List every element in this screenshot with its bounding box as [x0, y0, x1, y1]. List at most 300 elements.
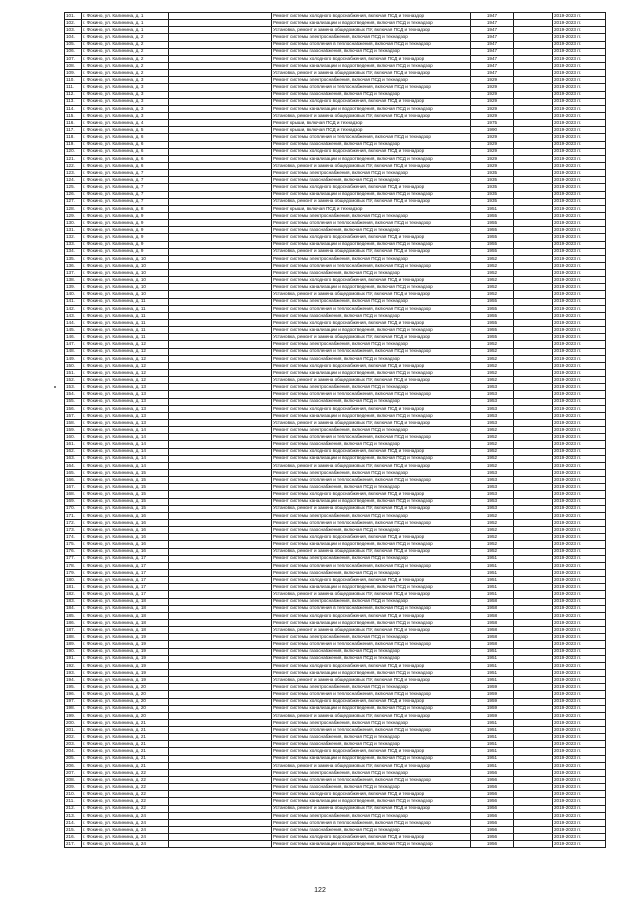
row-empty-cell — [169, 312, 272, 319]
row-number: 169. — [65, 498, 82, 505]
row-empty-cell — [514, 719, 553, 726]
row-work-type: Ремонт системы холодного водоснабжения, включая ПСД и техназдор — [272, 13, 471, 20]
row-number: 134. — [65, 248, 82, 255]
row-number: 197. — [65, 698, 82, 705]
row-period: 2019-2023 гг. — [553, 548, 606, 555]
row-work-type: Ремонт системы отопления и теплоснабжения, включая ПСД и технадзор — [272, 777, 471, 784]
row-work-type: Ремонт системы электроснабжения, включая ПСД и технадзор — [272, 427, 471, 434]
row-period: 2019-2023 гг. — [553, 155, 606, 162]
row-empty-cell — [169, 455, 272, 462]
row-empty-cell — [514, 577, 553, 584]
row-empty-cell — [169, 41, 272, 48]
row-period: 2019-2023 гг. — [553, 519, 606, 526]
row-build-year: 1956 — [471, 812, 514, 819]
row-empty-cell — [169, 334, 272, 341]
row-empty-cell — [514, 41, 553, 48]
row-period: 2019-2023 гг. — [553, 248, 606, 255]
row-address: г. Фокино, ул. Калинина, д. 22 — [82, 791, 169, 798]
row-period: 2019-2023 гг. — [553, 70, 606, 77]
row-empty-cell — [169, 13, 272, 20]
row-address: г. Фокино, ул. Калинина, д. 13 — [82, 391, 169, 398]
row-address: г. Фокино, ул. Калинина, д. 21 — [82, 727, 169, 734]
row-period: 2019-2023 гг. — [553, 612, 606, 619]
row-build-year: 1953 — [471, 398, 514, 405]
row-build-year: 1929 — [471, 98, 514, 105]
row-work-type: Ремонт системы канализации и водоотведения, включая ПСД и технадзор — [272, 669, 471, 676]
row-address: г. Фокино, ул. Калинина, д. 19 — [82, 634, 169, 641]
table-row — [65, 819, 606, 826]
table-row — [65, 270, 606, 277]
row-address: г. Фокино, ул. Калинина, д. 17 — [82, 591, 169, 598]
row-empty-cell — [169, 427, 272, 434]
row-build-year: 1952 — [471, 277, 514, 284]
row-period: 2019-2023 гг. — [553, 484, 606, 491]
row-empty-cell — [514, 691, 553, 698]
row-work-type: Ремонт системы канализации и водоотведения, включая ПСД и технадзор — [272, 62, 471, 69]
row-address: г. Фокино, ул. Калинина, д. 14 — [82, 455, 169, 462]
row-build-year: 1975 — [471, 120, 514, 127]
row-work-type: Ремонт системы электроснабжения, включая ПСД и технадзор — [272, 684, 471, 691]
row-build-year: 1952 — [471, 341, 514, 348]
row-empty-cell — [514, 127, 553, 134]
table-row — [65, 370, 606, 377]
row-address: г. Фокино, ул. Калинина, д. 11 — [82, 334, 169, 341]
row-period: 2019-2023 гг. — [553, 334, 606, 341]
row-work-type: Установка, ремонт и замена общедомовых ПУ, включая ПСД и технадзор — [272, 627, 471, 634]
row-work-type: Ремонт системы отопления и теплоснабжения, включая ПСД и технадзор — [272, 305, 471, 312]
row-work-type: Ремонт системы канализации и водоотведения, включая ПСД и технадзор — [272, 541, 471, 548]
row-work-type: Ремонт системы холодного водоснабжения, включая ПСД и технадзор — [272, 405, 471, 412]
row-address: г. Фокино, ул. Калинина, д. 2 — [82, 55, 169, 62]
row-empty-cell — [514, 777, 553, 784]
table-row — [65, 619, 606, 626]
row-empty-cell — [514, 148, 553, 155]
row-address: г. Фокино, ул. Калинина, д. 22 — [82, 805, 169, 812]
row-work-type: Ремонт системы электроснабжения, включая ПСД и технадзор — [272, 769, 471, 776]
row-empty-cell — [169, 155, 272, 162]
row-number: 209. — [65, 784, 82, 791]
row-number: 124. — [65, 177, 82, 184]
row-empty-cell — [169, 584, 272, 591]
row-number: 106. — [65, 48, 82, 55]
row-build-year: 1952 — [471, 355, 514, 362]
row-empty-cell — [514, 655, 553, 662]
table-row — [65, 519, 606, 526]
row-build-year: 1955 — [471, 227, 514, 234]
row-period: 2019-2023 гг. — [553, 120, 606, 127]
table-row — [65, 241, 606, 248]
table-row — [65, 470, 606, 477]
table-row — [65, 34, 606, 41]
table-row — [65, 598, 606, 605]
row-period: 2019-2023 гг. — [553, 641, 606, 648]
row-empty-cell — [169, 727, 272, 734]
row-address: г. Фокино, ул. Калинина, д. 17 — [82, 555, 169, 562]
table-row — [65, 548, 606, 555]
row-address: г. Фокино, ул. Калинина, д. 6 — [82, 148, 169, 155]
table-row — [65, 248, 606, 255]
row-build-year: 1951 — [471, 719, 514, 726]
table-row — [65, 112, 606, 119]
row-number: 166. — [65, 477, 82, 484]
row-build-year: 1953 — [471, 391, 514, 398]
row-empty-cell — [169, 34, 272, 41]
row-empty-cell — [169, 605, 272, 612]
row-empty-cell — [514, 762, 553, 769]
row-number: 132. — [65, 234, 82, 241]
table-row — [65, 741, 606, 748]
table-row — [65, 184, 606, 191]
row-address: г. Фокино, ул. Калинина, д. 13 — [82, 384, 169, 391]
row-empty-cell — [514, 405, 553, 412]
table-row — [65, 762, 606, 769]
row-build-year: 1956 — [471, 841, 514, 848]
row-number: 126. — [65, 191, 82, 198]
row-period: 2019-2023 гг. — [553, 377, 606, 384]
row-number: 119. — [65, 141, 82, 148]
row-period: 2019-2023 гг. — [553, 170, 606, 177]
row-empty-cell — [169, 748, 272, 755]
table-row — [65, 455, 606, 462]
row-work-type: Ремонт системы холодного водоснабжения, включая ПСД и технадзор — [272, 662, 471, 669]
row-work-type: Ремонт системы отопления в теплоснабжения, включая ПСД и технадзор — [272, 819, 471, 826]
row-period: 2019-2023 гг. — [553, 491, 606, 498]
row-address: г. Фокино, ул. Калинина, д. 13 — [82, 412, 169, 419]
row-number: 105. — [65, 41, 82, 48]
row-empty-cell — [514, 241, 553, 248]
table-row — [65, 784, 606, 791]
table-row — [65, 648, 606, 655]
table-row — [65, 534, 606, 541]
row-empty-cell — [514, 591, 553, 598]
row-period: 2019-2023 гг. — [553, 348, 606, 355]
table-row — [65, 412, 606, 419]
row-period: 2019-2023 гг. — [553, 619, 606, 626]
row-work-type: Ремонт системы канализации и водоотведения, включая ПСД и технадзор — [272, 327, 471, 334]
row-period: 2019-2023 гг. — [553, 498, 606, 505]
row-number: 182. — [65, 591, 82, 598]
row-period: 2019-2023 гг. — [553, 591, 606, 598]
table-row — [65, 41, 606, 48]
row-empty-cell — [514, 784, 553, 791]
row-empty-cell — [169, 577, 272, 584]
table-row — [65, 384, 606, 391]
row-address: г. Фокино, ул. Калинина, д. 19 — [82, 655, 169, 662]
row-number: 146. — [65, 334, 82, 341]
row-number: 211. — [65, 798, 82, 805]
row-address: г. Фокино, ул. Калинина, д. 14 — [82, 427, 169, 434]
row-empty-cell — [514, 734, 553, 741]
row-work-type: Ремонт системы электроснабжения, включая ПСД и технадзор — [272, 555, 471, 562]
row-empty-cell — [169, 327, 272, 334]
row-build-year: 1955 — [471, 320, 514, 327]
row-work-type: Ремонт системы отопления в теплоснабжения, включая ПСД и технадзор — [272, 605, 471, 612]
row-build-year: 1959 — [471, 698, 514, 705]
row-build-year: 1955 — [471, 312, 514, 319]
row-work-type: Ремонт системы газоснабжения, включая ПСД и технадзор — [272, 741, 471, 748]
row-empty-cell — [514, 62, 553, 69]
table-row — [65, 605, 606, 612]
row-number: 115. — [65, 112, 82, 119]
table-row — [65, 662, 606, 669]
row-build-year: 1953 — [471, 505, 514, 512]
row-build-year: 1956 — [471, 834, 514, 841]
row-work-type: Ремонт системы холодного водоснабжения, включая ПСД и технадзор — [272, 612, 471, 619]
row-empty-cell — [514, 284, 553, 291]
row-work-type: Ремонт системы электроснабжения, включая ПСД и технадзор — [272, 34, 471, 41]
row-empty-cell — [169, 48, 272, 55]
row-address: г. Фокино, ул. Калинина, д. 9 — [82, 212, 169, 219]
row-work-type: Ремонт системы газоснабжения, включая ПСД и технадзор — [272, 398, 471, 405]
row-address: г. Фокино, ул. Калинина, д. 15 — [82, 491, 169, 498]
row-build-year: 1951 — [471, 569, 514, 576]
row-address: г. Фокино, ул. Калинина, д. 3 — [82, 84, 169, 91]
row-number: 161. — [65, 441, 82, 448]
row-work-type: Ремонт системы электроснабжения, включая ПСД и технадзор — [272, 598, 471, 605]
row-address: г. Фокино, ул. Калинина, д. 7 — [82, 184, 169, 191]
row-empty-cell — [169, 648, 272, 655]
row-work-type: Ремонт системы холодного водоснабжения, включая ПСД и технадзор — [272, 834, 471, 841]
row-work-type: Ремонт системы отопления и теплоснабжения, включая ПСД и технадзор — [272, 434, 471, 441]
row-empty-cell — [169, 634, 272, 641]
table-row — [65, 684, 606, 691]
row-empty-cell — [514, 370, 553, 377]
row-period: 2019-2023 гг. — [553, 527, 606, 534]
row-empty-cell — [169, 77, 272, 84]
row-build-year: 1929 — [471, 112, 514, 119]
row-build-year: 1947 — [471, 48, 514, 55]
table-row — [65, 291, 606, 298]
table-row — [65, 305, 606, 312]
row-number: 183. — [65, 598, 82, 605]
table-row — [65, 698, 606, 705]
table-row — [65, 677, 606, 684]
row-address: г. Фокино, ул. Калинина, д. 11 — [82, 327, 169, 334]
table-row — [65, 312, 606, 319]
row-empty-cell — [169, 562, 272, 569]
row-empty-cell — [514, 705, 553, 712]
row-work-type: Ремонт системы газоснабжения, включая ПСД и технадзор — [272, 484, 471, 491]
row-build-year: 1951 — [471, 669, 514, 676]
row-build-year: 1947 — [471, 62, 514, 69]
row-number: 184. — [65, 605, 82, 612]
row-address: г. Фокино, ул. Калинина, д. 2 — [82, 34, 169, 41]
row-address: г. Фокино, ул. Калинина, д. 15 — [82, 477, 169, 484]
row-build-year: 1958 — [471, 605, 514, 612]
row-empty-cell — [169, 184, 272, 191]
row-work-type: Ремонт системы холодного водоснабжения, включая ПСД и технадзор — [272, 698, 471, 705]
row-empty-cell — [169, 734, 272, 741]
row-address: г. Фокино, ул. Калинина, д. 2 — [82, 41, 169, 48]
row-number: 186. — [65, 619, 82, 626]
row-number: 136. — [65, 262, 82, 269]
row-address: г. Фокино, ул. Калинина, д. 3 — [82, 105, 169, 112]
row-period: 2019-2023 гг. — [553, 320, 606, 327]
row-build-year: 1953 — [471, 491, 514, 498]
row-work-type: Ремонт системы электроснабжения, включая ПСД и технадзор — [272, 298, 471, 305]
row-address: г. Фокино, ул. Калинина, д. 13 — [82, 420, 169, 427]
row-empty-cell — [169, 448, 272, 455]
row-address: г. Фокино, ул. Калинина, д. 10 — [82, 262, 169, 269]
row-number: 173. — [65, 527, 82, 534]
row-empty-cell — [169, 834, 272, 841]
row-number: 212. — [65, 805, 82, 812]
row-build-year: 1951 — [471, 591, 514, 598]
row-address: г. Фокино, ул. Калинина, д. 9 — [82, 234, 169, 241]
row-period: 2019-2023 гг. — [553, 177, 606, 184]
row-empty-cell — [514, 748, 553, 755]
row-empty-cell — [514, 391, 553, 398]
row-address: г. Фокино, ул. Калинина, д. 16 — [82, 548, 169, 555]
row-build-year: 1955 — [471, 220, 514, 227]
row-empty-cell — [514, 91, 553, 98]
row-period: 2019-2023 гг. — [553, 48, 606, 55]
table-row — [65, 562, 606, 569]
row-period: 2019-2023 гг. — [553, 55, 606, 62]
row-number: 160. — [65, 434, 82, 441]
row-empty-cell — [169, 641, 272, 648]
row-number: 178. — [65, 562, 82, 569]
row-empty-cell — [169, 519, 272, 526]
row-address: г. Фокино, ул. Калинина, д. 22 — [82, 777, 169, 784]
row-work-type: Ремонт системы отопления и теплоснабжения, включая ПСД и технадзор — [272, 220, 471, 227]
row-empty-cell — [514, 684, 553, 691]
row-address: г. Фокино, ул. Калинина, д. 22 — [82, 769, 169, 776]
row-empty-cell — [514, 669, 553, 676]
row-empty-cell — [514, 534, 553, 541]
row-period: 2019-2023 гг. — [553, 77, 606, 84]
row-build-year: 1953 — [471, 498, 514, 505]
row-build-year: 1956 — [471, 805, 514, 812]
row-period: 2019-2023 гг. — [553, 327, 606, 334]
row-period: 2019-2023 гг. — [553, 798, 606, 805]
row-number: 128. — [65, 205, 82, 212]
row-work-type: Ремонт системы газоснабжения, включая ПСД и технадзор — [272, 312, 471, 319]
row-build-year: 1958 — [471, 619, 514, 626]
row-empty-cell — [169, 819, 272, 826]
row-work-type: Ремонт системы электроснабжения, включая ПСД и технадзор — [272, 512, 471, 519]
table-row — [65, 212, 606, 219]
row-address: г. Фокино, ул. Калинина, д. 19 — [82, 648, 169, 655]
table-row — [65, 55, 606, 62]
row-empty-cell — [514, 262, 553, 269]
row-empty-cell — [514, 291, 553, 298]
row-period: 2019-2023 гг. — [553, 734, 606, 741]
row-number: 191. — [65, 655, 82, 662]
row-period: 2019-2023 гг. — [553, 598, 606, 605]
row-build-year: 1951 — [471, 205, 514, 212]
row-period: 2019-2023 гг. — [553, 184, 606, 191]
row-address: г. Фокино, ул. Калинина, д. 24 — [82, 827, 169, 834]
row-empty-cell — [514, 248, 553, 255]
row-empty-cell — [169, 827, 272, 834]
row-empty-cell — [169, 370, 272, 377]
row-work-type: Ремонт системы отопления и теплоснабжения, включая ПСД и технадзор — [272, 691, 471, 698]
row-empty-cell — [169, 569, 272, 576]
row-work-type: Установка, ремонт и замена общедомовых ПУ, включая ПСД и технадзор — [272, 70, 471, 77]
row-address: г. Фокино, ул. Калинина, д. 3 — [82, 112, 169, 119]
row-address: г. Фокино, ул. Калинина, д. 11 — [82, 312, 169, 319]
row-work-type: Установка, ремонт и замена общедомовых ПУ, включая ПСД и технадзор — [272, 591, 471, 598]
row-period: 2019-2023 гг. — [553, 819, 606, 826]
row-period: 2019-2023 гг. — [553, 220, 606, 227]
row-period: 2019-2023 гг. — [553, 719, 606, 726]
row-period: 2019-2023 гг. — [553, 562, 606, 569]
row-address: г. Фокино, ул. Калинина, д. 17 — [82, 584, 169, 591]
row-address: г. Фокино, ул. Калинина, д. 6 — [82, 162, 169, 169]
row-empty-cell — [514, 812, 553, 819]
row-number: 187. — [65, 627, 82, 634]
row-number: 199. — [65, 712, 82, 719]
row-empty-cell — [169, 798, 272, 805]
row-number: 129. — [65, 212, 82, 219]
row-empty-cell — [514, 527, 553, 534]
table-row — [65, 227, 606, 234]
row-build-year: 1958 — [471, 634, 514, 641]
table-row — [65, 769, 606, 776]
row-work-type: Ремонт системы канализации и водоотведения, включая ПСД и технадзор — [272, 241, 471, 248]
row-work-type: Ремонт системы канализации и водоотведения, включая ПСД и технадзор — [272, 755, 471, 762]
row-empty-cell — [169, 120, 272, 127]
table-row — [65, 141, 606, 148]
row-address: г. Фокино, ул. Калинина, д. 8 — [82, 205, 169, 212]
row-empty-cell — [514, 212, 553, 219]
row-build-year: 1952 — [471, 377, 514, 384]
table-row — [65, 205, 606, 212]
row-number: 196. — [65, 691, 82, 698]
row-address: г. Фокино, ул. Калинина, д. 10 — [82, 270, 169, 277]
row-number: 194. — [65, 677, 82, 684]
row-build-year: 1935 — [471, 184, 514, 191]
row-address: г. Фокино, ул. Калинина, д. 2 — [82, 48, 169, 55]
row-number: 102. — [65, 20, 82, 27]
row-number: 185. — [65, 612, 82, 619]
row-empty-cell — [514, 584, 553, 591]
table-row — [65, 362, 606, 369]
row-work-type: Ремонт системы газоснабжения, включая ПСД и технадзор — [272, 648, 471, 655]
row-address: г. Фокино, ул. Калинина, д. 21 — [82, 748, 169, 755]
row-address: г. Фокино, ул. Калинина, д. 17 — [82, 562, 169, 569]
row-work-type: Ремонт системы газоснабжения, включая ПСД и технадзор — [272, 827, 471, 834]
row-number: 193. — [65, 669, 82, 676]
row-address: г. Фокино, ул. Калинина, д. 24 — [82, 812, 169, 819]
row-empty-cell — [169, 291, 272, 298]
row-address: г. Фокино, ул. Калинина, д. 9 — [82, 241, 169, 248]
row-build-year: 1929 — [471, 148, 514, 155]
row-empty-cell — [514, 84, 553, 91]
row-work-type: Ремонт системы отопления и теплоснабжения, включая ПСД и технадзор — [272, 262, 471, 269]
row-work-type: Ремонт системы электроснабжения, включая ПСД и технадзор — [272, 77, 471, 84]
row-work-type: Ремонт системы газоснабжения, включая ПСД и технадзор — [272, 734, 471, 741]
table-row — [65, 755, 606, 762]
row-empty-cell — [169, 755, 272, 762]
row-empty-cell — [514, 170, 553, 177]
row-build-year: 1959 — [471, 691, 514, 698]
table-row — [65, 834, 606, 841]
row-address: г. Фокино, ул. Калинина, д. 1 — [82, 27, 169, 34]
row-build-year: 1955 — [471, 212, 514, 219]
row-period: 2019-2023 гг. — [553, 34, 606, 41]
row-number: 142. — [65, 305, 82, 312]
table-row — [65, 719, 606, 726]
row-build-year: 1929 — [471, 105, 514, 112]
row-empty-cell — [169, 470, 272, 477]
row-number: 162. — [65, 448, 82, 455]
row-build-year: 1955 — [471, 241, 514, 248]
row-empty-cell — [169, 20, 272, 27]
row-empty-cell — [514, 648, 553, 655]
row-address: г. Фокино, ул. Калинина, д. 16 — [82, 527, 169, 534]
